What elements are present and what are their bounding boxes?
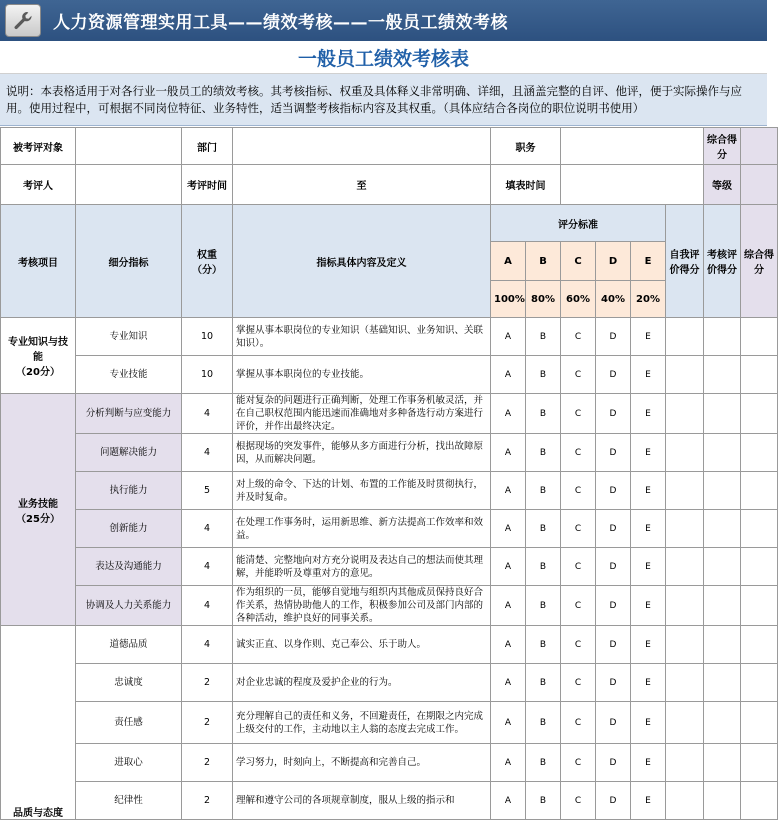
indicator-cell: 忠诚度: [76, 664, 182, 702]
grade-option-a[interactable]: A: [491, 782, 526, 820]
header-indicator: 细分指标: [76, 205, 182, 318]
definition-cell: 诚实正直、以身作则、克己奉公、乐于助人。: [233, 626, 491, 664]
definition-cell: 充分理解自己的责任和义务，不回避责任，在期限之内完成上级交付的工作，主动地以主人翁的态度去完成工作。: [233, 702, 491, 744]
definition-cell: 理解和遵守公司的各项规章制度，服从上级的指示和: [233, 782, 491, 820]
grade-percent-d: 40%: [596, 281, 631, 318]
section-score: （25分）: [16, 513, 60, 525]
grade-option-b[interactable]: B: [526, 434, 561, 472]
eval-score-input[interactable]: [704, 472, 741, 510]
header-standard: 评分标准: [491, 205, 666, 242]
indicator-cell: 专业技能: [76, 356, 182, 394]
evaluator-label: 考评人: [1, 165, 76, 205]
grade-option-e[interactable]: E: [631, 586, 666, 626]
grade-option-d[interactable]: D: [596, 586, 631, 626]
eval-score-input[interactable]: [704, 626, 741, 664]
self-score-input[interactable]: [666, 472, 704, 510]
grade-option-c[interactable]: C: [561, 626, 596, 664]
indicator-cell: 分析判断与应变能力: [76, 394, 182, 434]
grade-option-e[interactable]: E: [631, 394, 666, 434]
self-score-input[interactable]: [666, 510, 704, 548]
self-score-input[interactable]: [666, 744, 704, 782]
grade-option-e[interactable]: E: [631, 356, 666, 394]
self-score-input[interactable]: [666, 356, 704, 394]
grade-header-d: D: [596, 242, 631, 281]
indicator-cell: 责任感: [76, 702, 182, 744]
grade-option-d[interactable]: D: [596, 744, 631, 782]
grade-percent-a: 100%: [491, 281, 526, 318]
grade-option-b[interactable]: B: [526, 510, 561, 548]
grade-option-a[interactable]: A: [491, 434, 526, 472]
indicator-cell: 道德品质: [76, 626, 182, 664]
table-row: [1, 510, 778, 548]
grade-option-c[interactable]: C: [561, 664, 596, 702]
grade-option-c[interactable]: C: [561, 434, 596, 472]
evaluatee-label: 被考评对象: [1, 128, 76, 165]
definition-cell: 能对复杂的问题进行正确判断，处理工作事务机敏灵活，并在自己职权范围内能迅速而准确地对多种备选行动方案进行评价，并作出最终决定。: [233, 394, 491, 434]
grade-option-c[interactable]: C: [561, 356, 596, 394]
total-score-input[interactable]: [741, 510, 778, 548]
table-row: [1, 626, 778, 664]
grade-option-d[interactable]: D: [596, 702, 631, 744]
fill-date-label: 填表时间: [491, 165, 561, 205]
eval-score-input[interactable]: [704, 702, 741, 744]
grade-option-d[interactable]: D: [596, 318, 631, 356]
weight-cell: 2: [182, 664, 233, 702]
table-row: [1, 548, 778, 586]
grade-option-b[interactable]: B: [526, 356, 561, 394]
grade-percent-e: 20%: [631, 281, 666, 318]
indicator-cell: 执行能力: [76, 472, 182, 510]
indicator-cell: 问题解决能力: [76, 434, 182, 472]
grade-option-a[interactable]: A: [491, 626, 526, 664]
self-score-input[interactable]: [666, 626, 704, 664]
grade-option-d[interactable]: D: [596, 626, 631, 664]
table-row: [1, 394, 778, 434]
total-score-label: 综合得分: [704, 128, 741, 165]
weight-cell: 4: [182, 394, 233, 434]
total-score-input[interactable]: [741, 548, 778, 586]
eval-score-input[interactable]: [704, 318, 741, 356]
table-row: [1, 434, 778, 472]
eval-score-input[interactable]: [704, 434, 741, 472]
section-name: 业务技能: [18, 498, 58, 510]
table-row: [1, 586, 778, 626]
sheet-title: 一般员工绩效考核表: [297, 47, 469, 70]
grade-option-b[interactable]: B: [526, 744, 561, 782]
eval-score-input[interactable]: [704, 510, 741, 548]
grade-option-b[interactable]: B: [526, 664, 561, 702]
grade-header-b: B: [526, 242, 561, 281]
eval-score-input[interactable]: [704, 782, 741, 820]
table-row: [1, 472, 778, 510]
window-title: 人力资源管理实用工具——绩效考核——一般员工绩效考核: [53, 13, 508, 33]
grade-option-c[interactable]: C: [561, 318, 596, 356]
weight-cell: 2: [182, 702, 233, 744]
self-score-input[interactable]: [666, 394, 704, 434]
table-row: [1, 702, 778, 744]
indicator-cell: 专业知识: [76, 318, 182, 356]
grade-option-e[interactable]: E: [631, 434, 666, 472]
instruction-note: 说明：本表格适用于对各行业一般员工的绩效考核。其考核指标、权重及具体释义非常明确、详细，且涵盖完整的自评、他评，便于实际操作与应用。使用过程中，可根据不同岗位特征、业务特性，适当调整考核指标内容及其权重。（具体应结合各岗位的职位说明书使用）: [0, 74, 767, 126]
section-name: 品质与态度: [13, 808, 63, 819]
table-row: [1, 318, 778, 356]
grade-option-e[interactable]: E: [631, 664, 666, 702]
table-row: [1, 356, 778, 394]
position-label: 职务: [491, 128, 561, 165]
header-weight: 权重（分）: [182, 205, 233, 318]
indicator-cell: 进取心: [76, 744, 182, 782]
dept-input[interactable]: [233, 128, 491, 165]
evaluator-input[interactable]: [76, 165, 182, 205]
grade-option-a[interactable]: A: [491, 586, 526, 626]
grade-header-e: E: [631, 242, 666, 281]
self-score-input[interactable]: [666, 434, 704, 472]
grade-label: 等级: [704, 165, 741, 205]
grade-option-c[interactable]: C: [561, 702, 596, 744]
grade-option-b[interactable]: B: [526, 472, 561, 510]
section-label: [1, 626, 76, 820]
indicator-cell: 纪律性: [76, 782, 182, 820]
total-score-value[interactable]: [741, 128, 778, 165]
grade-option-b[interactable]: B: [526, 548, 561, 586]
grade-option-c[interactable]: C: [561, 744, 596, 782]
table-row: [1, 782, 778, 820]
header-definition: 指标具体内容及定义: [233, 205, 491, 318]
table-row: [1, 664, 778, 702]
grade-option-e[interactable]: E: [631, 744, 666, 782]
table-row: [1, 744, 778, 782]
definition-cell: 掌握从事本职岗位的专业知识（基础知识、业务知识、关联知识）。: [233, 318, 491, 356]
grade-option-c[interactable]: C: [561, 394, 596, 434]
total-score-input[interactable]: [741, 318, 778, 356]
grade-option-a[interactable]: A: [491, 702, 526, 744]
total-score-input[interactable]: [741, 472, 778, 510]
grade-percent-b: 80%: [526, 281, 561, 318]
definition-cell: 对企业忠诚的程度及爱护企业的行为。: [233, 664, 491, 702]
total-score-input[interactable]: [741, 744, 778, 782]
definition-cell: 根据现场的突发事件，能够从多方面进行分析，找出故障原因，从而解决问题。: [233, 434, 491, 472]
weight-cell: 4: [182, 548, 233, 586]
weight-cell: 10: [182, 356, 233, 394]
wrench-icon[interactable]: [5, 4, 41, 37]
grade-option-d[interactable]: D: [596, 782, 631, 820]
grade-option-d[interactable]: D: [596, 472, 631, 510]
grade-option-a[interactable]: A: [491, 744, 526, 782]
grade-option-d[interactable]: D: [596, 510, 631, 548]
grade-option-e[interactable]: E: [631, 548, 666, 586]
grade-header-c: C: [561, 242, 596, 281]
eval-score-input[interactable]: [704, 356, 741, 394]
weight-cell: 10: [182, 318, 233, 356]
grade-option-b[interactable]: B: [526, 782, 561, 820]
grade-option-e[interactable]: E: [631, 510, 666, 548]
section-label: [1, 318, 76, 394]
indicator-cell: 协调及人力关系能力: [76, 586, 182, 626]
total-score-input[interactable]: [741, 586, 778, 626]
grade-option-d[interactable]: D: [596, 664, 631, 702]
self-score-input[interactable]: [666, 782, 704, 820]
definition-cell: 掌握从事本职岗位的专业技能。: [233, 356, 491, 394]
grade-option-c[interactable]: C: [561, 472, 596, 510]
total-score-input[interactable]: [741, 394, 778, 434]
section-label: [1, 394, 76, 626]
grade-percent-c: 60%: [561, 281, 596, 318]
definition-cell: 在处理工作事务时，运用新思维、新方法提高工作效率和效益。: [233, 510, 491, 548]
grade-option-a[interactable]: A: [491, 394, 526, 434]
fill-date-input[interactable]: [561, 165, 704, 205]
grade-option-e[interactable]: E: [631, 318, 666, 356]
grade-header-a: A: [491, 242, 526, 281]
appraisal-table: [0, 127, 778, 820]
grade-option-c[interactable]: C: [561, 510, 596, 548]
grade-option-a[interactable]: A: [491, 664, 526, 702]
eval-score-input[interactable]: [704, 744, 741, 782]
self-score-input[interactable]: [666, 702, 704, 744]
grade-option-b[interactable]: B: [526, 318, 561, 356]
total-score-input[interactable]: [741, 356, 778, 394]
total-score-input[interactable]: [741, 782, 778, 820]
grade-option-d[interactable]: D: [596, 434, 631, 472]
header-self-score: 自我评价得分: [666, 205, 704, 318]
weight-cell: 2: [182, 782, 233, 820]
total-score-input[interactable]: [741, 702, 778, 744]
eval-score-input[interactable]: [704, 548, 741, 586]
self-score-input[interactable]: [666, 318, 704, 356]
eval-score-input[interactable]: [704, 586, 741, 626]
grade-option-a[interactable]: A: [491, 472, 526, 510]
definition-cell: 能清楚、完整地向对方充分说明及表达自己的想法而使其理解，并能聆听及尊重对方的意见。: [233, 548, 491, 586]
grade-option-e[interactable]: E: [631, 626, 666, 664]
section-score: （20分）: [16, 367, 60, 378]
eval-score-input[interactable]: [704, 394, 741, 434]
total-score-input[interactable]: [741, 664, 778, 702]
dept-label: 部门: [182, 128, 233, 165]
grade-option-d[interactable]: D: [596, 548, 631, 586]
definition-cell: 学习努力，时刻向上，不断提高和完善自己。: [233, 744, 491, 782]
grade-option-e[interactable]: E: [631, 782, 666, 820]
indicator-cell: 表达及沟通能力: [76, 548, 182, 586]
period-to-label: 至: [233, 165, 491, 205]
grade-option-b[interactable]: B: [526, 394, 561, 434]
grade-option-a[interactable]: A: [491, 548, 526, 586]
weight-cell: 2: [182, 744, 233, 782]
self-score-input[interactable]: [666, 586, 704, 626]
sheet-heading: [0, 41, 767, 74]
header-item: 考核项目: [1, 205, 76, 318]
grade-option-c[interactable]: C: [561, 586, 596, 626]
indicator-cell: 创新能力: [76, 510, 182, 548]
grade-option-c[interactable]: C: [561, 548, 596, 586]
total-score-input[interactable]: [741, 626, 778, 664]
grade-option-c[interactable]: C: [561, 782, 596, 820]
grade-option-b[interactable]: B: [526, 702, 561, 744]
weight-cell: 4: [182, 510, 233, 548]
evaluatee-input[interactable]: [76, 128, 182, 165]
weight-cell: 5: [182, 472, 233, 510]
title-bar: [0, 0, 767, 41]
weight-cell: 4: [182, 586, 233, 626]
grade-option-e[interactable]: E: [631, 472, 666, 510]
weight-cell: 4: [182, 626, 233, 664]
header-eval-score: 考核评价得分: [704, 205, 741, 318]
position-input[interactable]: [561, 128, 704, 165]
grade-option-a[interactable]: A: [491, 318, 526, 356]
weight-cell: 4: [182, 434, 233, 472]
grade-option-d[interactable]: D: [596, 356, 631, 394]
grade-option-e[interactable]: E: [631, 702, 666, 744]
grade-value[interactable]: [741, 165, 778, 205]
grade-option-b[interactable]: B: [526, 586, 561, 626]
self-score-input[interactable]: [666, 664, 704, 702]
grade-option-a[interactable]: A: [491, 510, 526, 548]
definition-cell: 作为组织的一员，能够自觉地与组织内其他成员保持良好合作关系，热情协助他人的工作，积极参加公司及部门内部的各种活动，维护良好的同事关系。: [233, 586, 491, 626]
grade-option-b[interactable]: B: [526, 626, 561, 664]
header-total: 综合得分: [741, 205, 778, 318]
section-name: 专业知识与技能: [8, 337, 68, 363]
definition-cell: 对上级的命令、下达的计划、布置的工作能及时贯彻执行，并及时复命。: [233, 472, 491, 510]
self-score-input[interactable]: [666, 548, 704, 586]
grade-option-a[interactable]: A: [491, 356, 526, 394]
grade-option-d[interactable]: D: [596, 394, 631, 434]
eval-score-input[interactable]: [704, 664, 741, 702]
total-score-input[interactable]: [741, 434, 778, 472]
period-label: 考评时间: [182, 165, 233, 205]
